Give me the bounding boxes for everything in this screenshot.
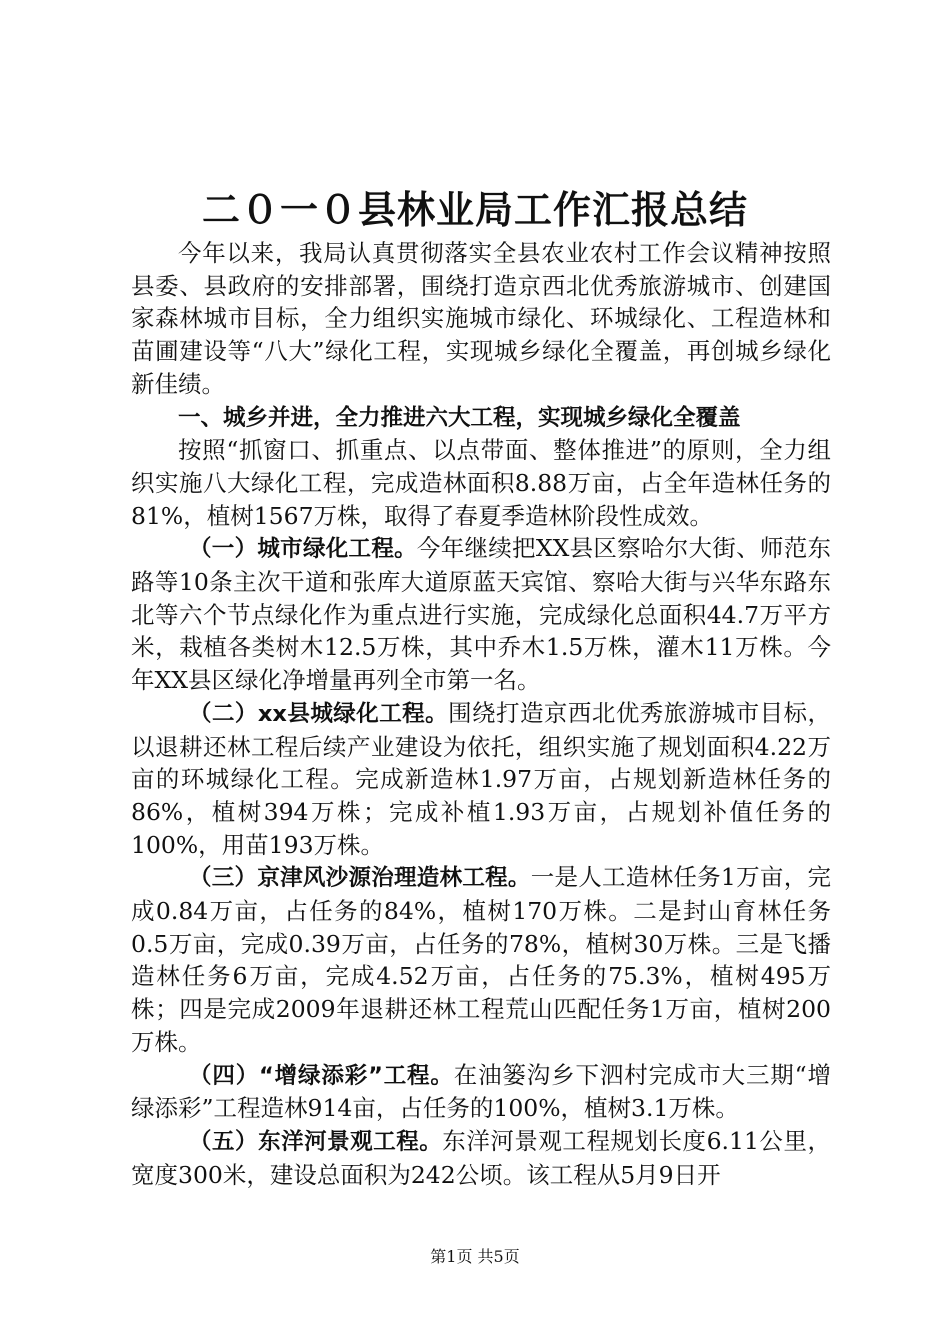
item-title: （一）城市绿化工程。 — [189, 536, 417, 563]
document-title: 二０一０县林业局工作汇报总结 — [201, 187, 748, 232]
intro-paragraph: 今年以来，我局认真贯彻落实全县农业农村工作会议精神按照县委、县政府的安排部署，围绕打造京西北优秀旅游城市、创建国家森林城市目标，全力组织实施城市绿化、环城绿化、工程造林和苗圃建设等“八大”绿化工程，实现城乡绿化全覆盖，再创城乡绿化新佳绩。 — [131, 239, 831, 398]
item-paragraph-3 — [131, 861, 831, 1058]
item-text: 在油篓沟乡下泗村完成市大三期“增绿添彩”工程造林914亩，占任务的100%，植树3.1万株。 — [131, 1060, 832, 1123]
item-title: （二）xx县城绿化工程。 — [189, 700, 449, 727]
item-title: （三）京津风沙源治理造林工程。 — [189, 865, 531, 892]
section-heading — [131, 401, 831, 435]
item-text: 东洋河景观工程规划长度6.11公里，宽度300米，建设总面积为242公顷。该工程从5月9日开 — [131, 1126, 831, 1189]
page-number-footer: 第1页 共5页 — [430, 1247, 520, 1266]
item-title: （五）东洋河景观工程。 — [189, 1128, 443, 1155]
item-title: （四）“增绿添彩”工程。 — [189, 1062, 454, 1089]
item-text: 围绕打造京西北优秀旅游城市目标，以退耕还林工程后续产业建设为依托，组织实施了规划面积4.22万亩的环城绿化工程。完成新造林1.97万亩，占规划新造林任务的86%，植树394万株；完成补植1.93万亩，占规划补值任务的100%，用苗193万株。 — [131, 698, 831, 859]
document-body — [131, 237, 831, 1191]
item-paragraph-4 — [131, 1059, 831, 1125]
item-paragraph-1 — [131, 532, 831, 697]
item-text: 今年继续把XX县区察哈尔大街、师范东路等10条主次干道和张库大道原蓝天宾馆、察哈大街与兴华东路东北等六个节点绿化作为重点进行实施，完成绿化总面积44.7万平方米，栽植各类树木12.5万株，其中乔木1.5万株，灌木11万株。今年XX县区绿化净增量再列全市第一名。 — [131, 534, 831, 695]
item-paragraph-2 — [131, 697, 831, 862]
section-paragraph: 按照“抓窗口、抓重点、以点带面、整体推进”的原则，全力组织实施八大绿化工程，完成造林面积8.88万亩，占全年造林任务的81%，植树1567万株，取得了春夏季造林阶段性成效。 — [131, 436, 831, 530]
section-heading-text: 一、城乡并进，全力推进六大工程，实现城乡绿化全覆盖 — [178, 404, 741, 431]
item-paragraph-5 — [131, 1125, 831, 1191]
item-text: 一是人工造林任务1万亩，完成0.84万亩，占任务的84%，植树170万株。二是封山育林任务0.5万亩，完成0.39万亩，占任务的78%，植树30万株。三是飞播造林任务6万亩，完成4.52万亩，占任务的75.3%，植树495万株；四是完成2009年退耕还林工程荒山匹配任务1万亩，植树200万株。 — [131, 863, 831, 1056]
